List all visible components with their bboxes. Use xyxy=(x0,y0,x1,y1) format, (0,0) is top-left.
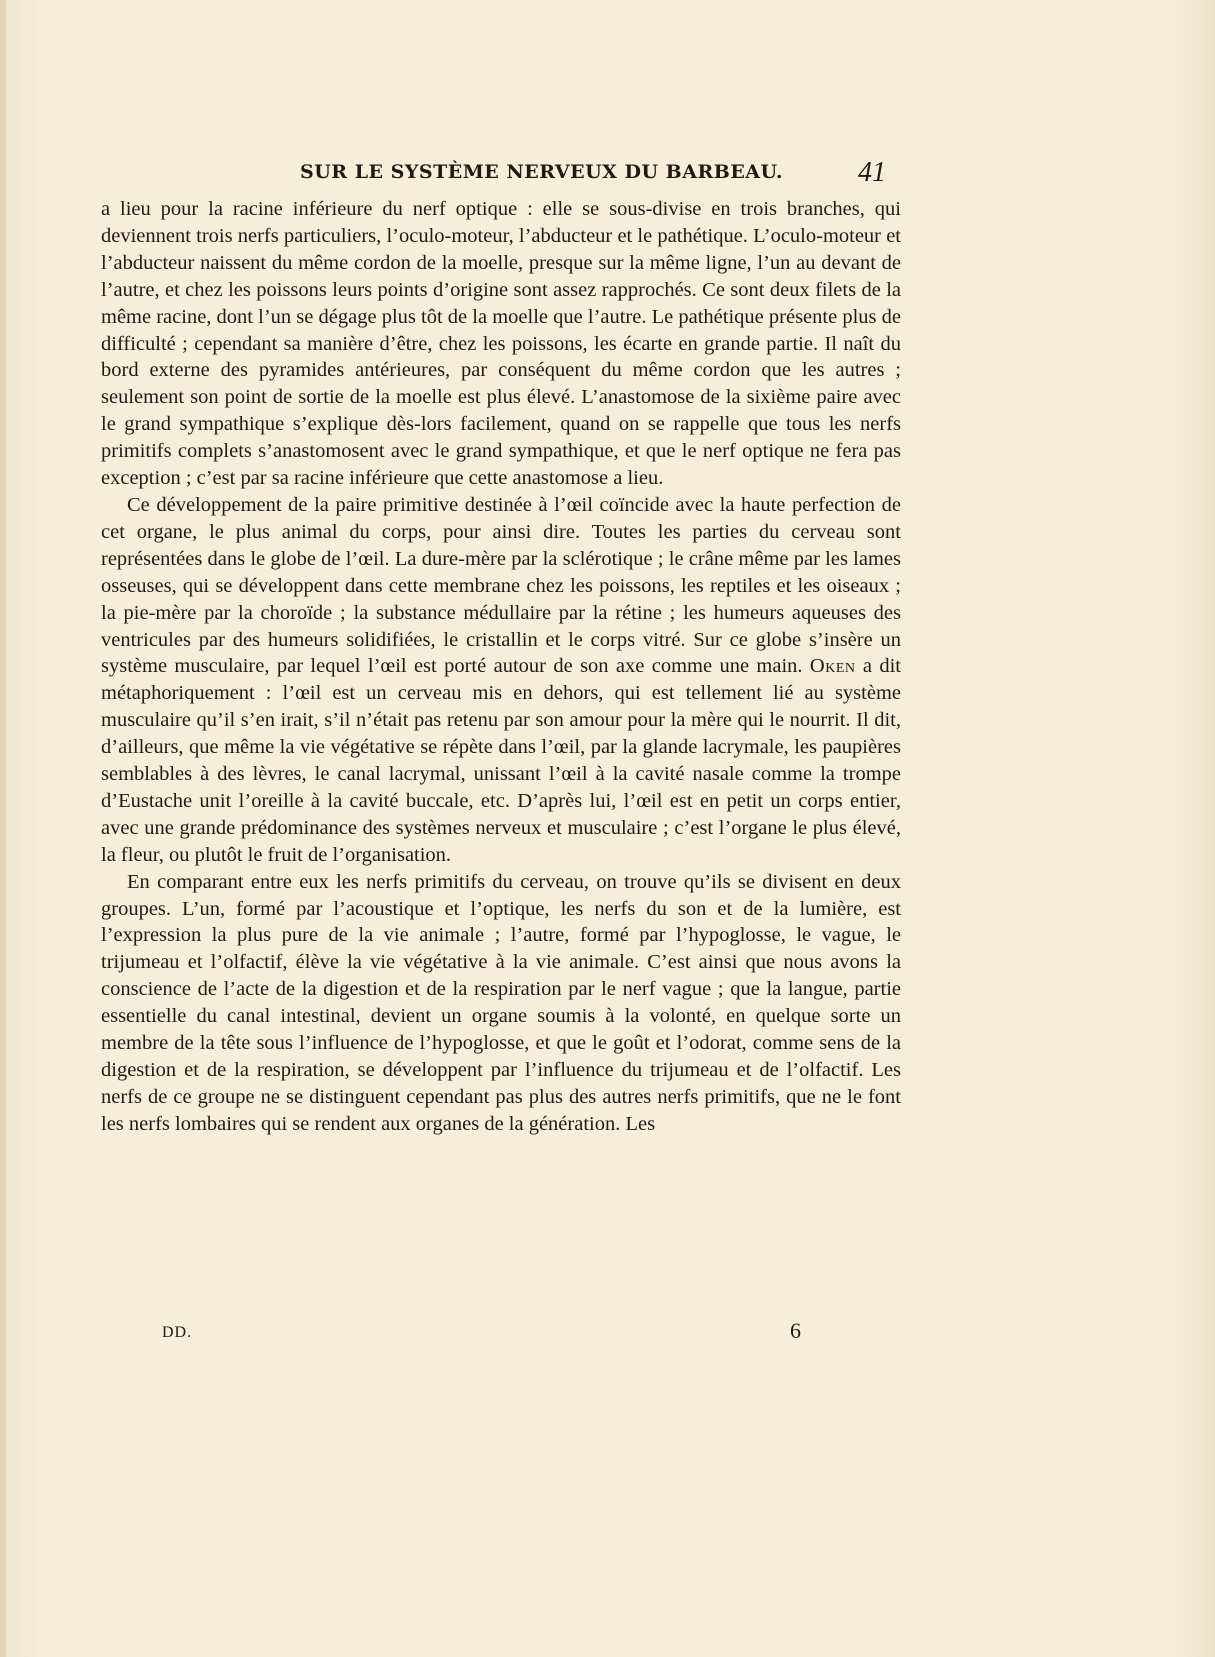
signature-number: 6 xyxy=(790,1318,801,1343)
paragraph-text: a lieu pour la racine inférieure du nerf optique : elle se sous-divise en trois branches, qui deviennent trois nerfs particuliers, l’oculo-moteur, l’abducteur et le pathétique. L’oculo-moteur et l’abducteur naissent du même cordon de la moelle, presque sur la même ligne, l’un au devant de l’autre, et chez les poissons leurs points d’origine sont assez rapprochés. Ce sont deux filets de la même racine, dont l’un se dégage plus tôt de la moelle que l’autre. Le pathétique présente plus de difficulté ; cependant sa manière d’être, chez les poissons, les écarte en grande partie. Il naît du bord externe des pyramides antérieures, par conséquent du même cordon que les autres ; seulement son point de sortie de la moelle est plus élevé. L’anastomose de la sixième paire avec le grand sympathique s’explique dès-lors facilement, quand on se rappelle que tous les nerfs primitifs complets s’anastomosent avec le grand sympathique, et que le nerf optique ne fera pas exception ; c’est par sa racine inférieure que cette anastomose a lieu. xyxy=(101,198,901,490)
page-header xyxy=(300,157,900,193)
paragraph-text: a dit métaphoriquement : l’œil est un cerveau mis en dehors, qui est tellement lié au système musculaire qu’il s’en irait, s’il n’était pas retenu par son amour pour la mère qui le nourrit. Il dit, d’ailleurs, que même la vie végétative se répète dans l’œil, par la glande lacrymale, les paupières semblables à des lèvres, le canal lacrymal, unissant l’œil à la cavité nasale comme la trompe d’Eustache unit l’oreille à la cavité buccale, etc. D’après lui, l’œil est en petit un corps entier, avec une grande prédominance des systèmes nerveux et musculaire ; c’est l’organe le plus élevé, la fleur, ou plutôt le fruit de l’organisation. xyxy=(101,655,901,866)
page-edge xyxy=(0,0,6,1657)
body-text xyxy=(101,196,901,1138)
paragraph xyxy=(101,492,901,869)
paragraph-text: En comparant entre eux les nerfs primitifs du cerveau, on trouve qu’ils se divisent en deux groupes. L’un, formé par l’acoustique et l’optique, les nerfs du son et de la lumière, est l’expression la plus pure de la vie animale ; l’autre, formé par l’hypoglosse, le vague, le trijumeau et l’olfactif, élève la vie végétative à la vie animale. C’est ainsi que nous avons la conscience de l’acte de la digestion et de la respiration par le nerf vague ; que la langue, partie essentielle du canal intestinal, devient un organe soumis à la volonté, en quelque sorte un membre de la tête sous l’influence de l’hypoglosse, et que le goût et l’odorat, comme sens de la digestion et de la respiration, se développent par l’influence du trijumeau et de l’olfactif. Les nerfs de ce groupe ne se distinguent cependant pas plus des autres nerfs primitifs, que ne le font les nerfs lombaires qui se rendent aux organes de la génération. Les xyxy=(101,870,901,1135)
paragraph xyxy=(101,869,901,1138)
signature-mark: DD. xyxy=(162,1324,193,1341)
page-number: 41 xyxy=(858,157,886,188)
author-name: Oken xyxy=(809,655,856,678)
running-head: SUR LE SYSTÈME NERVEUX DU BARBEAU. xyxy=(300,161,783,183)
paragraph xyxy=(101,196,901,492)
paragraph-text: Ce développement de la paire primitive destinée à l’œil coïncide avec la haute perfection de cet organe, le plus animal du corps, pour ainsi dire. Toutes les parties du cerveau sont représentées dans le globe de l’œil. La dure-mère par la sclérotique ; le crâne même par les lames osseuses, qui se développent dans cette membrane chez les poissons, les reptiles et les oiseaux ; la pie-mère par la choroïde ; la substance médullaire par la rétine ; les humeurs aqueuses des ventricules par des humeurs solidifiées, le cristallin et le corps vitré. Sur ce globe s’insère un système musculaire, par lequel l’œil est porté autour de son axe comme une main. xyxy=(101,493,901,678)
